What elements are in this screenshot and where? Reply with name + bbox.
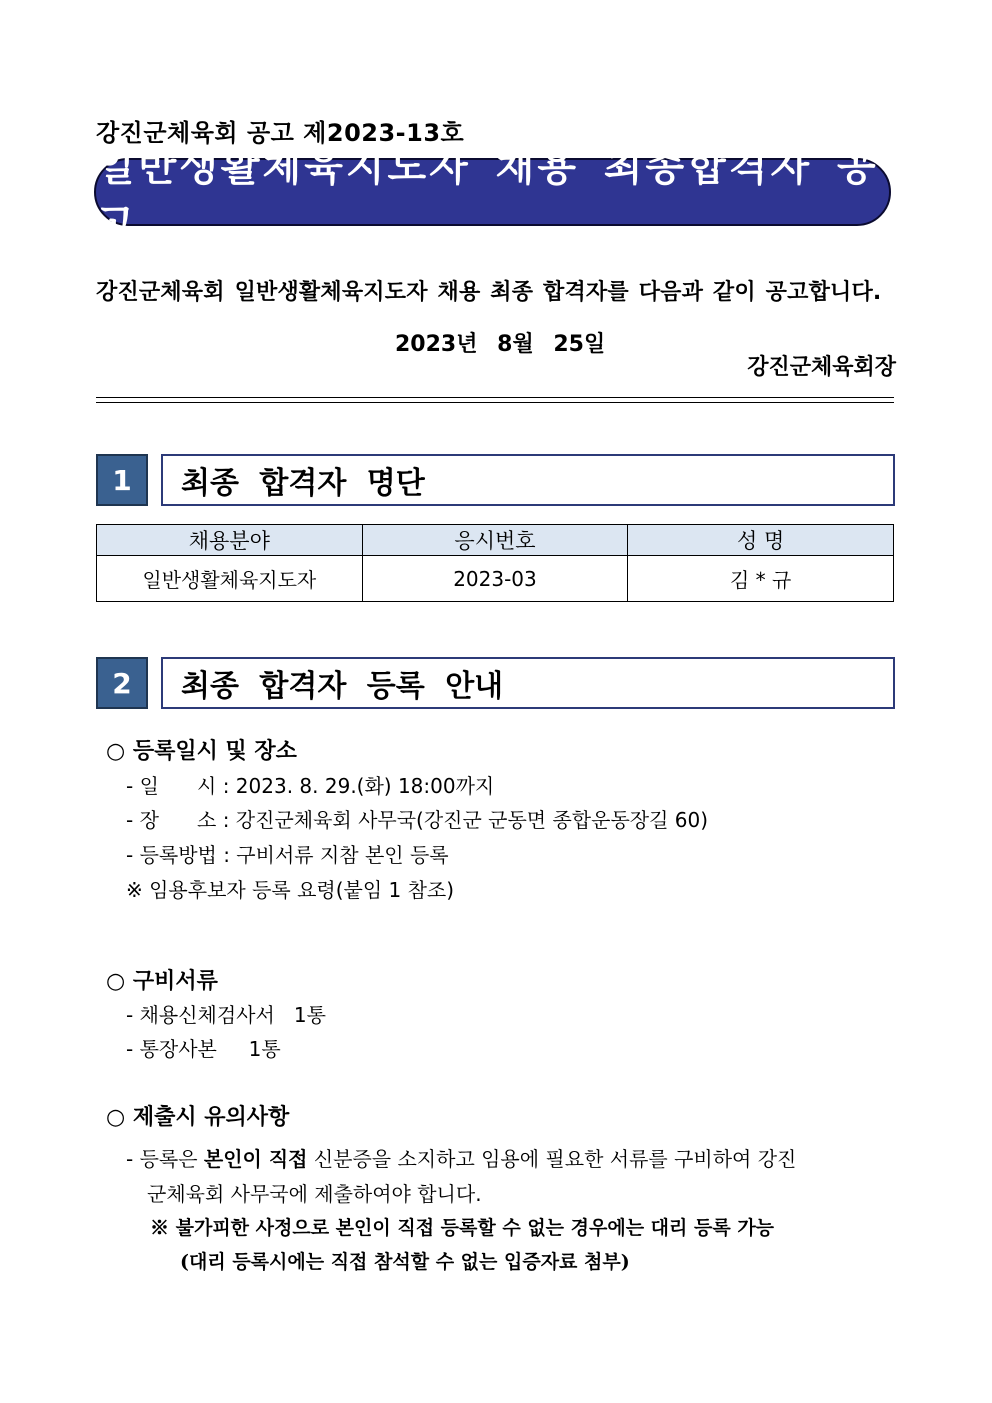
section1-number: 1 xyxy=(96,454,148,506)
registration-place-line: - 장 소 : 강진군체육회 사무국(강진군 군동면 종합운동장길 60) xyxy=(126,808,709,832)
cautions-paragraph-cont: 군체육회 사무국에 제출하여야 합니다. xyxy=(147,1182,482,1206)
divider-bottom xyxy=(96,402,894,403)
section2-number: 2 xyxy=(96,657,148,709)
cell-applicant-no: 2023-03 xyxy=(362,556,628,602)
documents-item: - 채용신체검사서 1통 xyxy=(126,1003,326,1027)
registration-date-line: - 일 시 : 2023. 8. 29.(화) 18:00까지 xyxy=(126,774,495,798)
section1-title: 최종 합격자 명단 xyxy=(161,454,895,506)
documents-item: - 통장사본 1통 xyxy=(126,1037,281,1061)
cautions-note2: (대리 등록시에는 직접 참석할 수 없는 입증자료 첨부) xyxy=(180,1251,630,1273)
page-title: 일반생활체육지도자 채용 최종합격자 공고 xyxy=(96,144,879,247)
cell-name: 김 * 규 xyxy=(628,556,894,602)
announcement-date: 2023년 8월 25일 xyxy=(395,332,606,357)
header-applicant-no: 응시번호 xyxy=(362,525,628,556)
cautions-text-after: 신분증을 소지하고 임용에 필요한 서류를 구비하여 강진 xyxy=(307,1147,797,1171)
divider-top xyxy=(96,397,894,398)
cell-field: 일반생활체육지도자 xyxy=(97,556,363,602)
cautions-text-bold: 본인이 직접 xyxy=(203,1147,308,1171)
cautions-note1: ※ 불가피한 사정으로 본인이 직접 등록할 수 없는 경우에는 대리 등록 가능 xyxy=(150,1217,775,1239)
signer: 강진군체육회장 xyxy=(747,355,896,380)
registration-note-line: ※ 임용후보자 등록 요령(붙임 1 참조) xyxy=(126,878,455,902)
results-table xyxy=(96,524,894,602)
header-field: 채용분야 xyxy=(97,525,363,556)
section2-title: 최종 합격자 등록 안내 xyxy=(161,657,895,709)
table-row xyxy=(97,556,894,602)
cautions-text-before: - 등록은 xyxy=(126,1147,204,1171)
header-name: 성 명 xyxy=(628,525,894,556)
registration-method-line: - 등록방법 : 구비서류 지참 본인 등록 xyxy=(126,843,449,867)
table-header-row xyxy=(97,525,894,556)
intro-text: 강진군체육회 일반생활체육지도자 채용 최종 합격자를 다음과 같이 공고합니다. xyxy=(96,280,882,305)
registration-heading: ○ 등록일시 및 장소 xyxy=(106,739,297,764)
title-banner xyxy=(94,144,891,247)
documents-heading: ○ 구비서류 xyxy=(106,969,218,994)
cautions-paragraph xyxy=(126,1143,896,1172)
cautions-heading: ○ 제출시 유의사항 xyxy=(106,1105,290,1130)
notice-number: 강진군체육회 공고 제2023-13호 xyxy=(96,119,465,147)
